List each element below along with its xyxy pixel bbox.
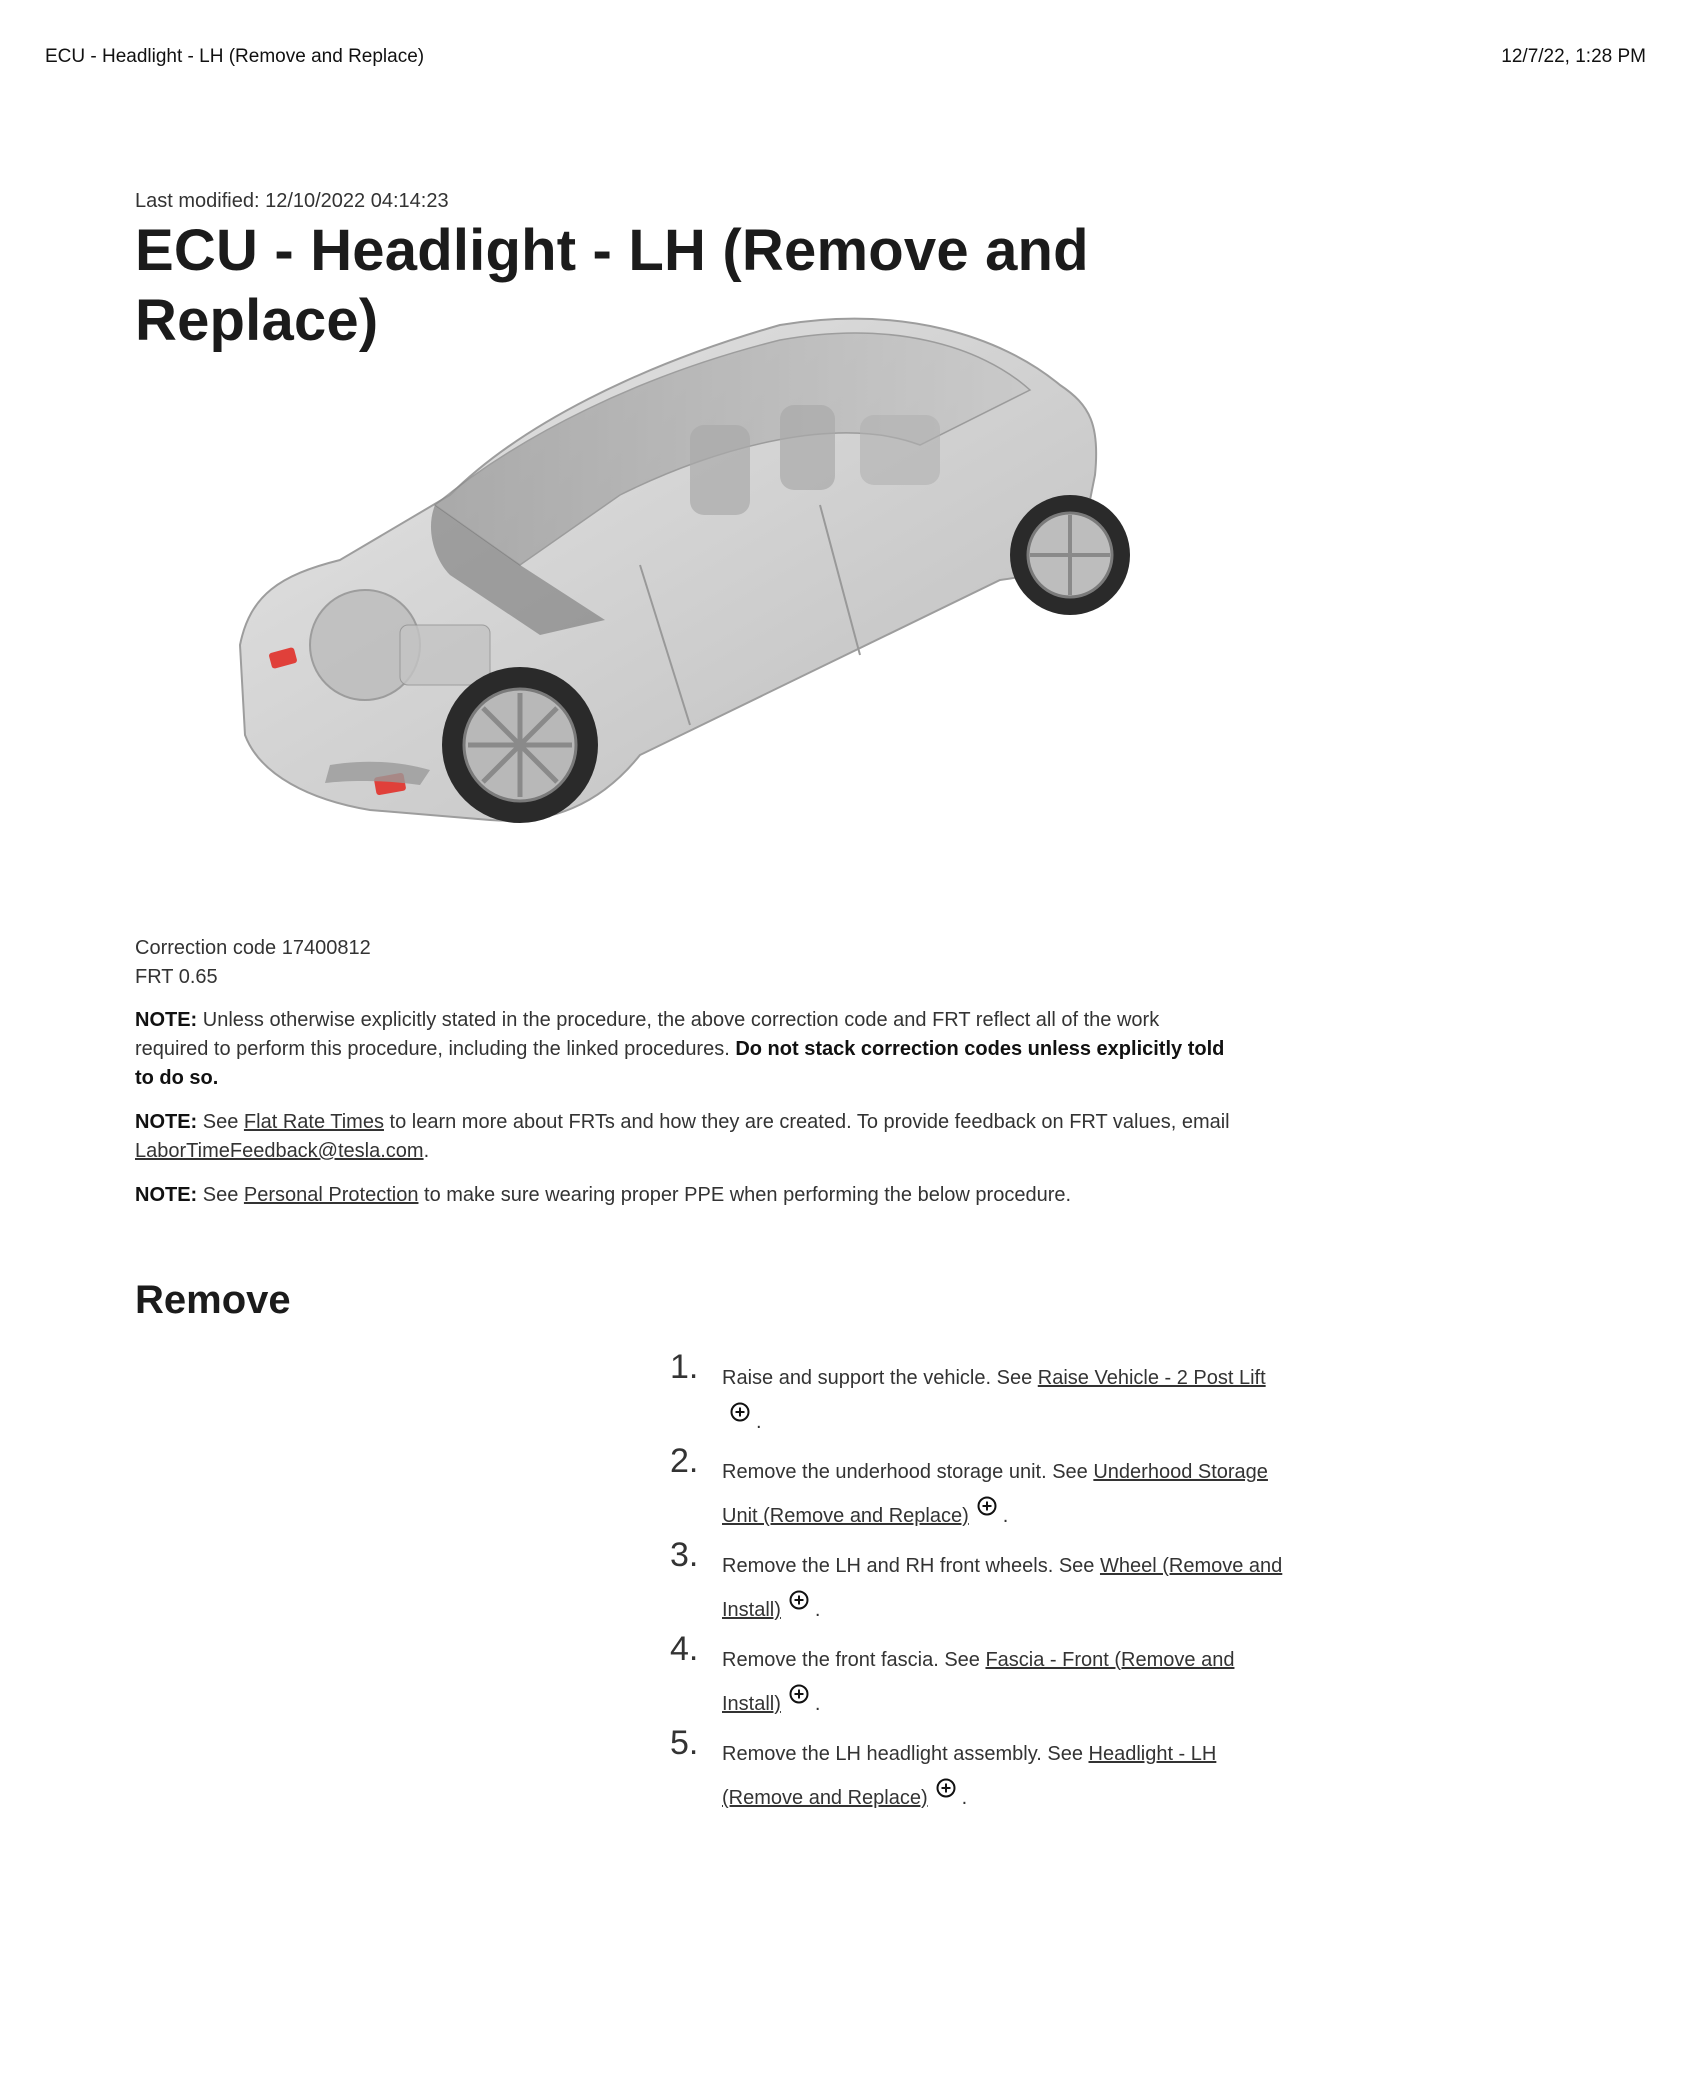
- step-text: [722, 1638, 1292, 1726]
- step-number: 1.: [670, 1348, 699, 1386]
- note-3-end: to make sure wearing proper PPE when performing the below procedure.: [418, 1184, 1072, 1206]
- note-2-pre: See: [197, 1111, 244, 1133]
- vehicle-illustration: [220, 305, 1165, 915]
- step-text: [722, 1732, 1292, 1820]
- expand-plus-icon[interactable]: [936, 1778, 956, 1798]
- step-end: .: [961, 1787, 968, 1809]
- step-instruction: Raise and support the vehicle. See: [722, 1367, 1038, 1389]
- step-end: .: [814, 1599, 821, 1621]
- component-shape: [400, 625, 490, 685]
- step-end: .: [1002, 1505, 1009, 1527]
- print-header-datetime: 12/7/22, 1:28 PM: [1501, 46, 1646, 67]
- step-link[interactable]: Fascia - Front (Remove and Install): [722, 1649, 1235, 1715]
- note-label: NOTE:: [135, 1111, 198, 1133]
- step-item: [670, 1442, 1290, 1540]
- print-header-title: ECU - Headlight - LH (Remove and Replace): [45, 46, 425, 67]
- note-1: [135, 1006, 1235, 1093]
- expand-plus-icon[interactable]: [977, 1496, 997, 1516]
- seat-shape: [780, 405, 835, 490]
- note-1-bold: Do not stack correction codes unless explicitly told to do so.: [135, 1038, 1225, 1089]
- page-title: ECU - Headlight - LH (Remove and Replace): [135, 218, 1089, 353]
- remove-steps-list: [670, 1348, 1290, 1822]
- last-modified: Last modified: 12/10/2022 04:14:23: [135, 190, 449, 212]
- step-link[interactable]: Underhood Storage Unit (Remove and Replace): [722, 1461, 1268, 1527]
- step-link[interactable]: Raise Vehicle - 2 Post Lift: [1037, 1367, 1266, 1389]
- step-number: 4.: [670, 1630, 699, 1668]
- step-number: 5.: [670, 1724, 699, 1762]
- frt-value: FRT 0.65: [135, 966, 218, 988]
- step-instruction: Remove the LH and RH front wheels. See: [722, 1555, 1100, 1577]
- procedure-meta: [135, 934, 1235, 992]
- step-end: .: [756, 1411, 762, 1433]
- correction-code: Correction code 17400812: [135, 937, 371, 959]
- note-2-mid: to learn more about FRTs and how they are created. To provide feedback on FRT values, email: [383, 1111, 1230, 1133]
- step-number: 3.: [670, 1536, 699, 1574]
- feedback-email-link[interactable]: LaborTimeFeedback@tesla.com: [135, 1140, 424, 1162]
- expand-plus-icon[interactable]: [789, 1684, 809, 1704]
- note-label: NOTE:: [135, 1184, 198, 1206]
- step-end: .: [814, 1693, 821, 1715]
- step-text: [722, 1450, 1292, 1538]
- seat-shape: [690, 425, 750, 515]
- step-instruction: Remove the underhood storage unit. See: [722, 1461, 1094, 1483]
- step-item: [670, 1724, 1290, 1822]
- step-number: 2.: [670, 1442, 699, 1480]
- step-item: [670, 1348, 1290, 1446]
- step-item: [670, 1630, 1290, 1728]
- expand-plus-icon[interactable]: [789, 1590, 809, 1610]
- note-3-pre: See: [197, 1184, 244, 1206]
- step-link[interactable]: Wheel (Remove and Install): [722, 1555, 1283, 1621]
- seat-shape: [860, 415, 940, 485]
- expand-plus-icon[interactable]: [730, 1402, 750, 1422]
- note-1-text: Unless otherwise explicitly stated in the procedure, the above correction code and FRT reflect all of the work required to perform this procedure, including the linked procedures.: [135, 1009, 1160, 1060]
- note-2: [135, 1108, 1235, 1166]
- step-instruction: Remove the LH headlight assembly. See: [722, 1743, 1089, 1765]
- section-title-remove: Remove: [135, 1278, 291, 1322]
- step-item: [670, 1536, 1290, 1634]
- note-2-end: .: [423, 1140, 430, 1162]
- flat-rate-times-link[interactable]: Flat Rate Times: [243, 1111, 384, 1133]
- step-text: [722, 1356, 1292, 1444]
- note-label: NOTE:: [135, 1009, 198, 1031]
- step-instruction: Remove the front fascia. See: [722, 1649, 986, 1671]
- step-link[interactable]: Headlight - LH (Remove and Replace): [722, 1743, 1217, 1809]
- note-3: [135, 1181, 1235, 1210]
- step-text: [722, 1544, 1292, 1632]
- print-header: [45, 46, 1646, 70]
- personal-protection-link[interactable]: Personal Protection: [243, 1184, 419, 1206]
